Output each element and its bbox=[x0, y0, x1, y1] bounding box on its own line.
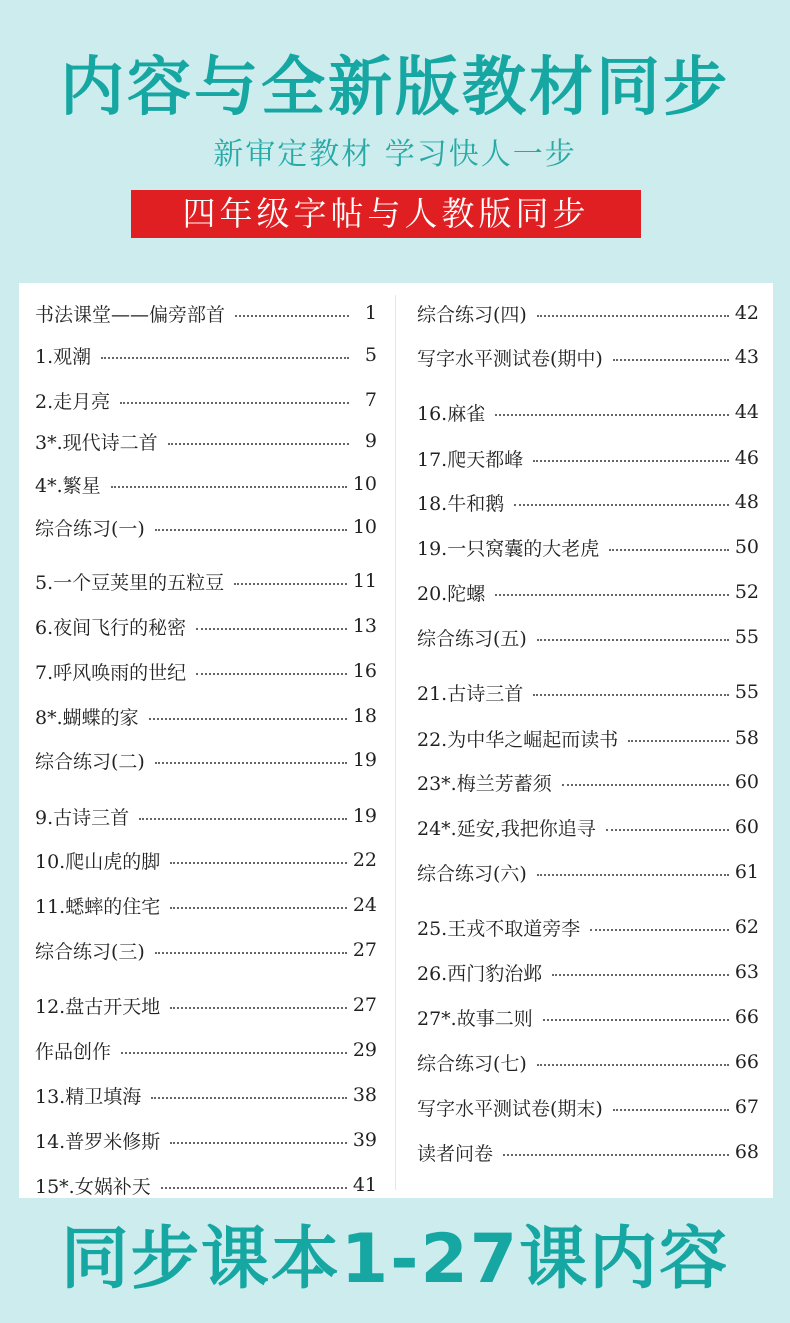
dot-leader bbox=[537, 1064, 729, 1066]
toc-entry-page: 16 bbox=[352, 660, 377, 682]
toc-entry-page: 39 bbox=[352, 1129, 377, 1151]
toc-entry-title: 17.爬天都峰 bbox=[417, 448, 524, 471]
dot-leader bbox=[196, 628, 347, 630]
toc-entry-title: 11.蟋蟀的住宅 bbox=[35, 895, 161, 918]
toc-entry bbox=[417, 1002, 759, 1032]
toc-entry-page: 62 bbox=[734, 916, 759, 938]
toc-entry bbox=[417, 857, 759, 887]
toc-entry-title: 写字水平测试卷(期中) bbox=[417, 347, 603, 370]
dot-leader bbox=[235, 315, 349, 317]
page-subtitle: 新审定教材 学习快人一步 bbox=[213, 137, 577, 172]
toc-entry bbox=[35, 469, 377, 499]
toc-entry-page: 66 bbox=[734, 1051, 759, 1073]
toc-entry-page: 44 bbox=[734, 401, 759, 423]
toc-entry-page: 38 bbox=[352, 1084, 377, 1106]
toc-entry-title: 书法课堂——偏旁部首 bbox=[35, 303, 226, 326]
toc-entry-title: 综合练习(三) bbox=[35, 940, 145, 963]
toc-entry bbox=[417, 1137, 759, 1167]
toc-entry-title: 22.为中华之崛起而读书 bbox=[417, 728, 619, 751]
toc-entry-title: 3*.现代诗二首 bbox=[35, 431, 158, 454]
toc-entry bbox=[35, 611, 377, 641]
toc-entry bbox=[35, 1125, 377, 1155]
toc-entry-page: 19 bbox=[352, 749, 377, 771]
dot-leader bbox=[234, 583, 347, 585]
dot-leader bbox=[161, 1187, 347, 1189]
toc-entry-title: 16.麻雀 bbox=[417, 402, 486, 425]
toc-entry-title: 5.一个豆荚里的五粒豆 bbox=[35, 571, 225, 594]
toc-entry bbox=[417, 912, 759, 942]
toc-entry-title: 2.走月亮 bbox=[35, 390, 111, 413]
dot-leader bbox=[514, 504, 729, 506]
dot-leader bbox=[101, 357, 349, 359]
toc-entry bbox=[35, 385, 377, 415]
toc-entry-title: 8*.蝴蝶的家 bbox=[35, 706, 139, 729]
toc-entry bbox=[417, 443, 759, 473]
toc-entry bbox=[35, 801, 377, 831]
toc-entry-title: 1.观潮 bbox=[35, 345, 92, 368]
toc-entry-page: 63 bbox=[734, 961, 759, 983]
toc-entry-title: 24*.延安,我把你追寻 bbox=[417, 817, 596, 840]
dot-leader bbox=[149, 718, 347, 720]
dot-leader bbox=[543, 1019, 729, 1021]
toc-entry-page: 11 bbox=[352, 570, 377, 592]
dot-leader bbox=[155, 529, 347, 531]
dot-leader bbox=[121, 1052, 347, 1054]
toc-entry-title: 19.一只窝囊的大老虎 bbox=[417, 537, 600, 560]
toc-entry-title: 作品创作 bbox=[35, 1040, 112, 1063]
toc-entry bbox=[35, 1170, 377, 1200]
toc-entry bbox=[35, 745, 377, 775]
toc-entry-title: 13.精卫填海 bbox=[35, 1085, 142, 1108]
toc-entry-title: 综合练习(一) bbox=[35, 517, 145, 540]
dot-leader bbox=[552, 974, 729, 976]
toc-entry-page: 10 bbox=[352, 473, 377, 495]
toc-entry bbox=[417, 487, 759, 517]
dot-leader bbox=[170, 907, 347, 909]
toc-entry bbox=[35, 656, 377, 686]
dot-leader bbox=[606, 829, 729, 831]
dot-leader bbox=[533, 694, 729, 696]
toc-entry bbox=[417, 342, 759, 372]
toc-entry-page: 48 bbox=[734, 491, 759, 513]
toc-entry-page: 41 bbox=[352, 1174, 377, 1196]
toc-entry-title: 26.西门豹治邺 bbox=[417, 962, 543, 985]
toc-entry-page: 58 bbox=[734, 727, 759, 749]
toc-entry bbox=[35, 426, 377, 456]
footer-slogan: 同步课本1-27课内容 bbox=[60, 1220, 730, 1299]
toc-entry-page: 43 bbox=[734, 346, 759, 368]
dot-leader bbox=[562, 784, 729, 786]
page-title: 内容与全新版教材同步 bbox=[60, 51, 730, 125]
dot-leader bbox=[155, 762, 347, 764]
toc-entry bbox=[35, 298, 377, 328]
toc-entry-title: 27*.故事二则 bbox=[417, 1007, 533, 1030]
toc-entry-title: 15*.女娲补天 bbox=[35, 1175, 151, 1198]
toc-entry bbox=[35, 340, 377, 370]
toc-entry-page: 60 bbox=[734, 771, 759, 793]
toc-entry bbox=[417, 298, 759, 328]
dot-leader bbox=[139, 818, 347, 820]
toc-entry-page: 1 bbox=[364, 302, 377, 324]
toc-entry-title: 10.爬山虎的脚 bbox=[35, 850, 161, 873]
toc-entry-page: 9 bbox=[364, 430, 377, 452]
toc-entry-page: 46 bbox=[734, 447, 759, 469]
toc-entry-page: 13 bbox=[352, 615, 377, 637]
toc-entry-title: 23*.梅兰芳蓄须 bbox=[417, 772, 552, 795]
toc-entry-page: 68 bbox=[734, 1141, 759, 1163]
toc-entry-title: 21.古诗三首 bbox=[417, 682, 524, 705]
toc-entry-title: 9.古诗三首 bbox=[35, 806, 130, 829]
toc-entry-page: 60 bbox=[734, 816, 759, 838]
dot-leader bbox=[151, 1097, 347, 1099]
toc-entry-page: 10 bbox=[352, 516, 377, 538]
toc-entry-page: 52 bbox=[734, 581, 759, 603]
dot-leader bbox=[111, 486, 347, 488]
dot-leader bbox=[613, 1109, 729, 1111]
toc-entry-page: 22 bbox=[352, 849, 377, 871]
toc-entry-title: 综合练习(四) bbox=[417, 303, 527, 326]
toc-entry bbox=[35, 512, 377, 542]
toc-entry bbox=[417, 1092, 759, 1122]
dot-leader bbox=[170, 1142, 347, 1144]
dot-leader bbox=[495, 414, 729, 416]
toc-entry bbox=[417, 812, 759, 842]
toc-entry-title: 综合练习(六) bbox=[417, 862, 527, 885]
dot-leader bbox=[168, 443, 349, 445]
toc-entry-page: 42 bbox=[734, 302, 759, 324]
dot-leader bbox=[495, 594, 729, 596]
dot-leader bbox=[155, 952, 347, 954]
column-divider bbox=[395, 295, 396, 1190]
dot-leader bbox=[170, 1007, 347, 1009]
toc-entry-title: 综合练习(七) bbox=[417, 1052, 527, 1075]
toc-entry-title: 综合练习(二) bbox=[35, 750, 145, 773]
toc-entry-page: 27 bbox=[352, 939, 377, 961]
toc-entry-page: 5 bbox=[364, 344, 377, 366]
toc-entry bbox=[417, 677, 759, 707]
toc-entry-page: 67 bbox=[734, 1096, 759, 1118]
toc-entry bbox=[417, 1047, 759, 1077]
dot-leader bbox=[609, 549, 729, 551]
toc-entry-page: 66 bbox=[734, 1006, 759, 1028]
toc-entry-title: 20.陀螺 bbox=[417, 582, 486, 605]
toc-entry bbox=[35, 935, 377, 965]
toc-entry bbox=[35, 566, 377, 596]
dot-leader bbox=[170, 862, 347, 864]
dot-leader bbox=[196, 673, 347, 675]
dot-leader bbox=[628, 740, 729, 742]
toc-entry-title: 7.呼风唤雨的世纪 bbox=[35, 661, 187, 684]
toc-entry-title: 18.牛和鹅 bbox=[417, 492, 505, 515]
toc-entry bbox=[417, 723, 759, 753]
toc-entry-title: 25.王戎不取道旁李 bbox=[417, 917, 581, 940]
toc-entry-page: 18 bbox=[352, 705, 377, 727]
dot-leader bbox=[537, 639, 729, 641]
dot-leader bbox=[537, 874, 729, 876]
toc-entry-page: 61 bbox=[734, 861, 759, 883]
toc-entry bbox=[35, 990, 377, 1020]
dot-leader bbox=[590, 929, 729, 931]
toc-entry-title: 写字水平测试卷(期末) bbox=[417, 1097, 603, 1120]
grade-banner: 四年级字帖与人教版同步 bbox=[131, 190, 641, 238]
toc-entry bbox=[35, 1035, 377, 1065]
toc-entry-page: 55 bbox=[734, 681, 759, 703]
toc-entry bbox=[417, 397, 759, 427]
toc-entry bbox=[417, 577, 759, 607]
toc-entry bbox=[35, 845, 377, 875]
toc-entry-title: 14.普罗米修斯 bbox=[35, 1130, 161, 1153]
dot-leader bbox=[613, 359, 729, 361]
table-of-contents bbox=[19, 283, 773, 1198]
toc-entry-title: 6.夜间飞行的秘密 bbox=[35, 616, 187, 639]
toc-entry-page: 29 bbox=[352, 1039, 377, 1061]
toc-entry-page: 19 bbox=[352, 805, 377, 827]
toc-entry-title: 综合练习(五) bbox=[417, 627, 527, 650]
toc-entry-title: 4*.繁星 bbox=[35, 474, 101, 497]
toc-entry-page: 50 bbox=[734, 536, 759, 558]
toc-entry bbox=[35, 1080, 377, 1110]
dot-leader bbox=[537, 315, 729, 317]
toc-entry bbox=[417, 622, 759, 652]
toc-entry bbox=[417, 957, 759, 987]
toc-entry-page: 24 bbox=[352, 894, 377, 916]
dot-leader bbox=[503, 1154, 729, 1156]
toc-entry bbox=[417, 767, 759, 797]
toc-entry bbox=[417, 532, 759, 562]
toc-entry bbox=[35, 701, 377, 731]
toc-entry-title: 读者问卷 bbox=[417, 1142, 494, 1165]
toc-entry-page: 55 bbox=[734, 626, 759, 648]
toc-entry-page: 7 bbox=[364, 389, 377, 411]
dot-leader bbox=[120, 402, 349, 404]
dot-leader bbox=[533, 460, 729, 462]
toc-entry-title: 12.盘古开天地 bbox=[35, 995, 161, 1018]
toc-entry bbox=[35, 890, 377, 920]
toc-entry-page: 27 bbox=[352, 994, 377, 1016]
